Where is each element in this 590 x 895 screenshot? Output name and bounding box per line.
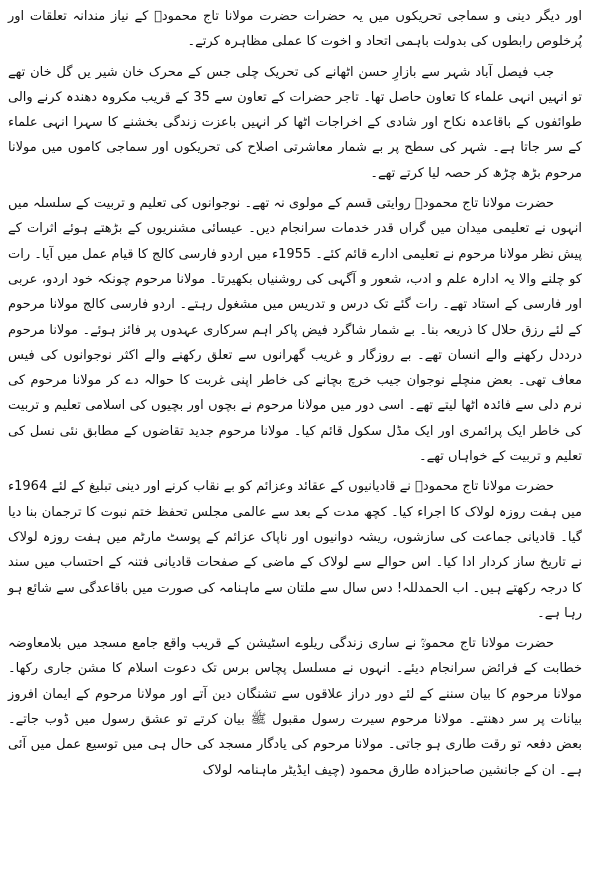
- paragraph-education: حضرت مولانا تاج محمودؒ روایتی قسم کے مولوی نہ تھے۔ نوجوانوں کی تعلیم و تربیت کے سلسلہ میں انہوں نے تعلیمی میدان میں گراں قدر خدمات سرانجام دیں۔ عیسائی مشنریوں کے بڑھتے ہوئے اثرات کے پیش نظر مولانا مرحوم نے تعلیمی ادارے قائم کئے۔ 1955ء میں اردو فارسی کالج کا قیام عمل میں آیا۔ رات کو چلنے والا یہ ادارہ علم و ادب، شعور و آگہی کی روشنیاں بکھیرتا۔ مولانا مرحوم چونکہ خود اردو، عربی اور فارسی کے استاد تھے۔ رات گئے تک درس و تدریس میں مشغول رہتے۔ اردو فارسی کالج مولانا مرحوم کے لئے رزق حلال کا ذریعہ بنا۔ بے شمار شاگرد فیض پاکر اہم سرکاری عہدوں پر فائز ہوئے۔ مولانا مرحوم درددل رکھنے والے انسان تھے۔ بے روزگار و غریب گھرانوں سے تعلق رکھنے والے اکثر نوجوانوں کی فیس معاف تھی۔ بعض منچلے نوجوان جیب خرچ بچانے کی خاطر اپنی غربت کا حوالہ دے کر مولانا مرحوم کی نرم دلی سے فائدہ اٹھا لیتے تھے۔ اسی دور میں مولانا مرحوم نے بچوں اور بچیوں کی اسلامی تعلیم و تربیت کی خاطر ایک پرائمری اور ایک مڈل سکول قائم کیا۔ مولانا مرحوم جدید تقاضوں کے مطابق نئی نسل کی تعلیم و تربیت کے خواہاں تھے۔: [8, 196, 582, 465]
- paragraph-mosque-sermons: حضرت مولانا تاج محمودؒ نے ساری زندگی ریلوے اسٹیشن کے قریب واقع جامع مسجد میں بلامعاوضہ خطابت کے فرائض سرانجام دیئے۔ انہوں نے مسلسل پچاس برس تک دعوت اسلام کا مشن جاری رکھا۔ مولانا مرحوم کا بیان سننے کے لئے دور دراز علاقوں سے تشنگان دین آتے اور مولانا مرحوم کے ایمان افروز بیانات پر سر دھنتے۔ مولانا مرحوم سیرت رسول مقبول ﷺ بیان کرتے تو عشق رسول میں ڈوب جاتے۔ بعض دفعہ تو رقت طاری ہو جاتی۔ مولانا مرحوم کی یادگار مسجد کی حال ہی میں توسیع عمل میں آئی ہے۔ ان کے جانشین صاحبزادہ طارق محمود (چیف ایڈیٹر ماہنامہ لولاک: [8, 636, 582, 778]
- paragraph-intro-continuation: اور دیگر دینی و سماجی تحریکوں میں یہ حضرات حضرت مولانا تاج محمودؒ کے نیاز مندانہ تعلقات اور پُرخلوص رابطوں کی بدولت باہمی اتحاد و اخوت کا عملی مظاہرہ کرتے۔: [8, 9, 582, 50]
- paragraph-social-reform: جب فیصل آباد شہر سے بازارِ حسن اٹھانے کی تحریک چلی جس کے محرک خان شیر یں گل خان تھے تو انہیں انہی علماء کا تعاون حاصل تھا۔ تاجر حضرات کے تعاون سے 35 کے قریب مکروہ دھندہ کرنے والی طوائفوں کے باقاعدہ نکاح اور شادی کے اخراجات اٹھا کر انہیں باعزت زندگی بخشنے کا سہرا انہی علماء کے سر جاتا ہے۔ شہر کی سطح پر بے شمار معاشرتی اصلاح کی تحریکوں اور سماجی کاموں میں مولانا مرحوم بڑھ چڑھ کر حصہ لیا کرتے تھے۔: [8, 64, 583, 181]
- paragraph-lolak-magazine: حضرت مولانا تاج محمودؒ نے قادیانیوں کے عقائد وعزائم کو بے نقاب کرنے اور دینی تبلیغ کے لئے 1964ء میں ہفت روزہ لولاک کا اجراء کیا۔ کچھ مدت کے بعد سے عالمی مجلس تحفظ ختم نبوت کا ترجمان بنا دیا گیا۔ قادیانی جماعت کی سازشوں، ریشہ دوانیوں اور ناپاک عزائم کے پوسٹ مارٹم میں ہفت روزہ لولاک نے تاریخ ساز کردار ادا کیا۔ اس حوالے سے لولاک کے ماضی کے صفحات قادیانی فتنہ کے احتساب میں سند کا درجہ رکھتے ہیں۔ اب الحمدللہ! دس سال سے ملتان سے ماہنامہ کی صورت میں باقاعدگی سے شائع ہو رہا ہے۔: [8, 479, 582, 621]
